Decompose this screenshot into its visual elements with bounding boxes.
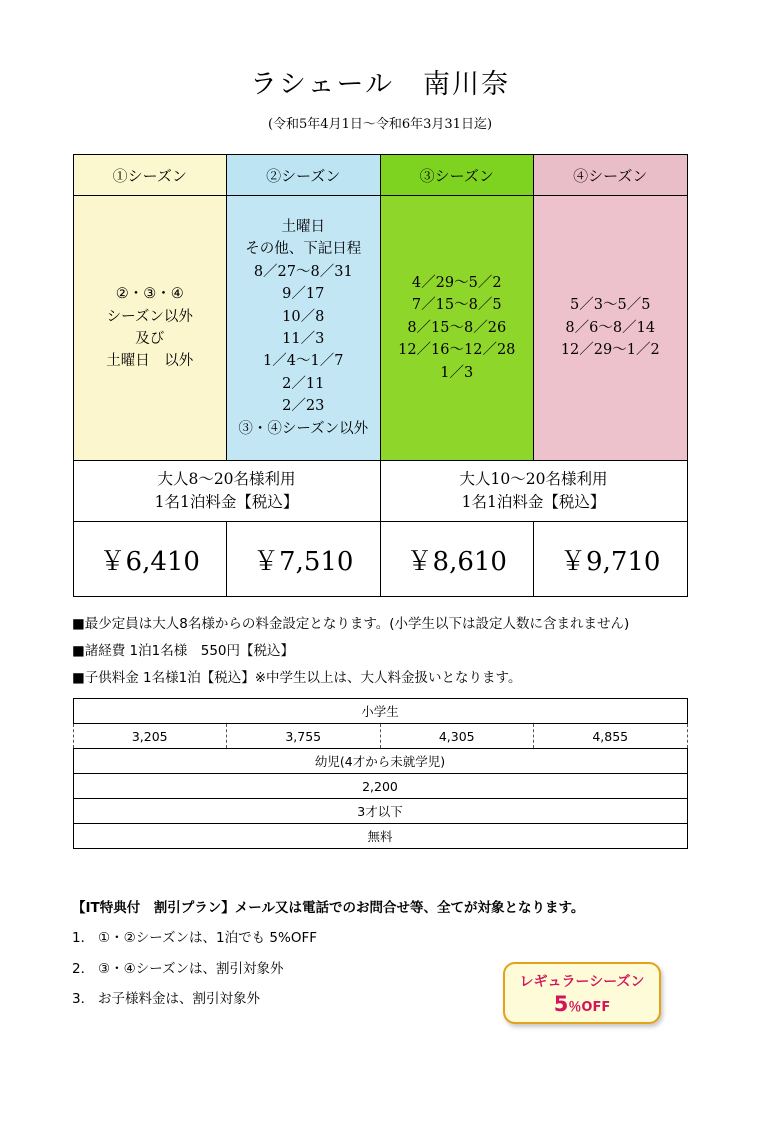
child-infant-price-row: [73, 774, 687, 799]
discount-badge-value: [505, 992, 659, 1016]
price-season-2: ￥7,510: [227, 522, 381, 597]
child-under3-price: 無料: [73, 824, 687, 849]
discount-badge: [503, 962, 661, 1024]
season-header-3: ③シーズン: [380, 155, 534, 196]
note-misc-fee: ■諸経費 1泊1名様 550円【税込】: [72, 643, 294, 659]
notes-block: [72, 611, 760, 692]
price-season-4: ￥9,710: [534, 522, 688, 597]
note-minimum-guests: ■最少定員は大人8名様からの料金設定となります。(小学生以下は設定人数に含まれません): [72, 616, 630, 632]
page-subtitle: (令和5年4月1日～令和6年3月31日迄): [267, 117, 493, 132]
promo-item-3-number: 3．: [72, 991, 95, 1008]
season-detail-1: ②・③・④ シーズン以外 及び 土曜日 以外: [73, 196, 227, 461]
child-elementary-price-4: 4,855: [534, 724, 688, 749]
note-child-fee: ■子供料金 1名様1泊【税込】※中学生以上は、大人料金扱いとなります。: [72, 670, 522, 686]
season-header-row: [73, 155, 687, 196]
child-under3-price-row: [73, 824, 687, 849]
season-price-table: [73, 154, 688, 597]
child-elementary-price-1: 3,205: [73, 724, 227, 749]
season-detail-4: 5／3～5／5 8／6～8／14 12／29～1／2: [534, 196, 688, 461]
promo-item-2-text: ③・④シーズンは、割引対象外: [98, 960, 284, 977]
promo-item-2-number: 2．: [72, 960, 95, 977]
season-header-2: ②シーズン: [227, 155, 381, 196]
season-detail-3: 4／29～5／2 7／15～8／5 8／15～8／26 12／16～12／28 1／3: [380, 196, 534, 461]
promo-item-1-text: ①・②シーズンは、1泊でも 5%OFF: [98, 930, 317, 947]
discount-badge-unit: ％OFF: [568, 1000, 611, 1015]
child-elementary-price-2: 3,755: [227, 724, 381, 749]
price-row: [73, 522, 687, 597]
promo-item-1: [72, 923, 760, 953]
child-under3-label: 3才以下: [73, 799, 687, 824]
child-infant-label: 幼児(4才から未就学児): [73, 749, 687, 774]
season-detail-row: [73, 196, 687, 461]
promo-heading: 【IT特典付 割引プラン】メール又は電話でのお問合せ等、全てが対象となります。: [72, 900, 585, 916]
season-header-1: ①シーズン: [73, 155, 227, 196]
price-season-1: ￥6,410: [73, 522, 227, 597]
child-elementary-label: 小学生: [73, 699, 687, 724]
child-infant-label-row: [73, 749, 687, 774]
child-elementary-price-row: [73, 724, 687, 749]
document-page: [0, 62, 760, 1136]
occupancy-8-20: 大人8～20名様利用 1名1泊料金【税込】: [73, 461, 380, 522]
discount-badge-number: 5: [553, 992, 569, 1016]
child-under3-label-row: [73, 799, 687, 824]
discount-badge-season: レギュラーシーズン: [519, 974, 645, 990]
season-detail-2: 土曜日 その他、下記日程 8／27～8／31 9／17 10／8 11／3 1／4～1／7 2／11 2／23 ③・④シーズン以外: [227, 196, 381, 461]
child-elementary-price-3: 4,305: [380, 724, 534, 749]
page-title: ラシェール 南川奈: [250, 69, 510, 100]
occupancy-row: [73, 461, 687, 522]
season-header-4: ④シーズン: [534, 155, 688, 196]
promo-item-3-text: お子様料金は、割引対象外: [98, 991, 260, 1008]
child-elementary-label-row: [73, 699, 687, 724]
price-season-3: ￥8,610: [380, 522, 534, 597]
promo-item-1-number: 1．: [72, 930, 95, 947]
child-infant-price: 2,200: [73, 774, 687, 799]
child-price-table: [73, 698, 688, 849]
occupancy-10-20: 大人10～20名様利用 1名1泊料金【税込】: [380, 461, 687, 522]
